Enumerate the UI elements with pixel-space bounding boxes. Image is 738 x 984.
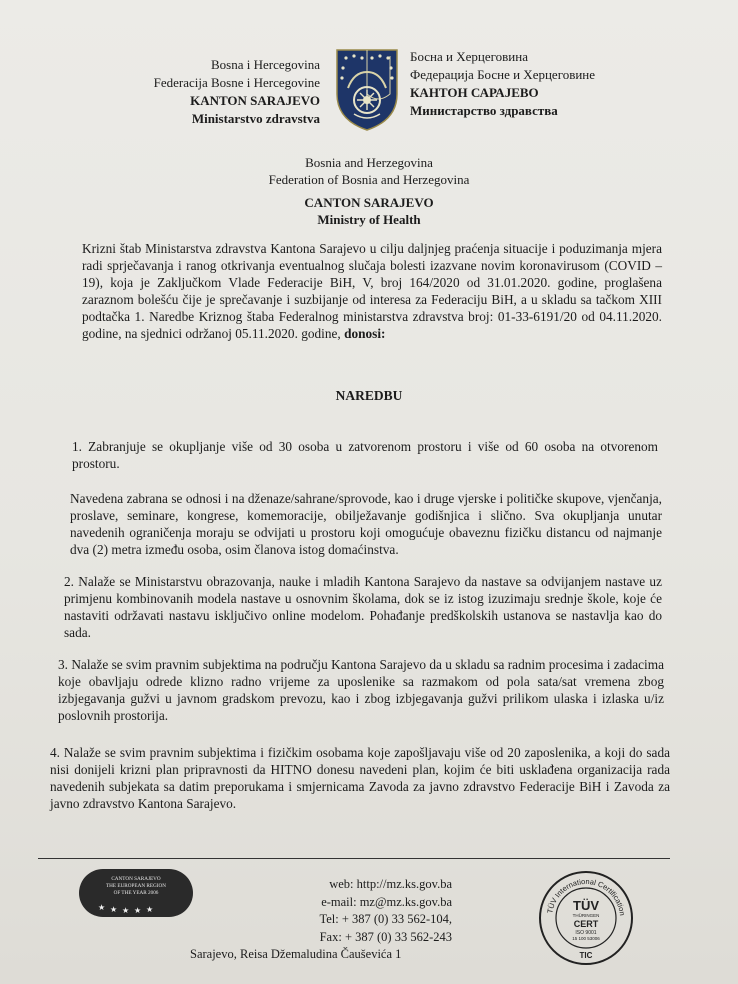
intro-paragraph bbox=[82, 240, 662, 342]
header-left-latin bbox=[154, 56, 320, 128]
document-title: NAREDBU bbox=[335, 388, 403, 403]
svg-text:★: ★ bbox=[110, 905, 118, 914]
order-item-3: 3. Nalaže se svim pravnim subjektima na području Kantona Sarajevo da u skladu sa radnim procesima i zadacima koje obavljaju odrede klizno radno vrijeme za uposlenike sa razmakom od pola sata/sat vremena zbog izbjegavanja gužvi u javnom gradskom prevozu, kao i zbog izbjegavanja gužvi prilikom ulaska i izlaska u/iz poslovnih prostorija. bbox=[58, 657, 664, 723]
header-country-en: Bosnia and Herzegovina bbox=[305, 155, 433, 170]
header-ministry-cyr: Министарство здравства bbox=[410, 103, 558, 118]
intro-donosi: donosi: bbox=[344, 326, 386, 341]
header-federation-en: Federation of Bosnia and Herzegovina bbox=[268, 172, 470, 187]
tuv-ring-text: TÜV International Certification bbox=[545, 876, 627, 917]
order-item-2: 2. Nalaže se Ministarstvu obrazovanja, nauke i mladih Kantona Sarajevo da nastave sa odvijanjem nastave uz primjenu kombinovanih modela nastave u osnovnim školama, dok se iz istog izuzimaju srednje škole, koje će nastaviti održavati nastavu isključivo online modelom. Pohađanje predškolskih ustanova se nastavlja kao do sada. bbox=[64, 574, 662, 640]
header-canton: KANTON SARAJEVO bbox=[190, 93, 320, 108]
tuv-logo: TÜV bbox=[573, 898, 599, 913]
header-canton-cyr: КАНТОН САРАЈЕВО bbox=[410, 85, 539, 100]
tuv-certification-seal bbox=[538, 870, 634, 966]
order-item-1-details: Navedena zabrana se odnosi i na dženaze/sahrane/sprovode, kao i druge vjerske i političke skupove, vjenčanja, proslave, seminare, kongrese, komemoracije, obilježavanje godišnjica i slično. Sva okupljanja unutar navedenih ograničenja moraju se odvijati u prostoru koji omogućuje obaveznu fizičku distancu od najmanje dva (2) metra između osoba, osim članova istog domaćinstva. bbox=[70, 491, 662, 557]
header-canton-en: CANTON SARAJEVO bbox=[304, 195, 434, 210]
order-item-1: 1. Zabranjuje se okupljanje više od 30 osoba u zatvorenom prostoru i više od 60 osoba na otvorenom prostoru. bbox=[72, 439, 658, 471]
svg-text:★: ★ bbox=[146, 905, 154, 914]
badge-line-2: THE EUROPEAN REGION bbox=[106, 883, 166, 889]
tuv-tic: TIC bbox=[579, 951, 593, 960]
footer-divider bbox=[38, 858, 670, 859]
tuv-region: THÜRINGEN bbox=[572, 913, 600, 918]
order-item-4: 4. Nalaže se svim pravnim subjektima i fizičkim osobama koje zapošljavaju više od 20 zaposlenika, a koji do sada nisi donijeli krizni plan pripravnosti da HITNO donesu navedeni plan, kojim će biti usklađena organizacija rada navedenih subjekata sa datim preporukama i smjernicama Zavoda za javno zdravstvo Federacije BiH i Zavoda za javno zdravstvo Kantona Sarajevo. bbox=[50, 745, 670, 811]
header-right-cyrillic bbox=[410, 48, 595, 120]
footer-email: e-mail: mz@mz.ks.gov.ba bbox=[321, 894, 452, 909]
header-federation-cyr: Федерација Босне и Херцеговине bbox=[410, 67, 596, 82]
footer-address: Sarajevo, Reisa Džemaludina Čauševića 1 bbox=[190, 947, 402, 961]
svg-text:★: ★ bbox=[98, 903, 106, 912]
intro-text: Krizni štab Ministarstva zdravstva Kantona Sarajevo u cilju daljnjeg praćenja situacije i poduzimanja mjera radi sprječavanja i ranog otkrivanja eventualnog slučaja bolesti izazvane novim koronavirusom (COVID – 19), koja je Zaključkom Vlade Federacije BiH, V, broj 164/2020 od 31.01.2020. godine, proglašena zaraznom bolešću čije je sprečavanje i suzbijanje od interesa za Federaciju BiH, a u skladu sa tačkom XIII podtačka 1. Naredbe Kriznog štaba Federalnog ministarstva zdravstva broj: 01-33-6191/20 od 04.11.2020. godine, na sjednici održanoj 05.11.2020. godine, bbox=[82, 241, 662, 341]
tuv-cert: CERT bbox=[573, 919, 599, 929]
badge-line-1: CANTON SARAJEVO bbox=[111, 876, 161, 882]
footer-contact bbox=[190, 876, 452, 961]
header-country-cyr: Босна и Херцеговина bbox=[410, 49, 528, 64]
tuv-number: 15 100 53006 bbox=[572, 936, 600, 941]
header-ministry: Ministarstvo zdravstva bbox=[191, 111, 320, 126]
header-english bbox=[0, 154, 738, 228]
badge-line-3: OF THE YEAR 2006 bbox=[113, 890, 159, 896]
tuv-iso: ISO 9001 bbox=[575, 930, 597, 936]
footer-fax: Fax: + 387 (0) 33 562-243 bbox=[319, 929, 452, 944]
european-region-badge bbox=[78, 868, 194, 918]
canton-coat-of-arms-icon bbox=[334, 48, 400, 132]
svg-text:★: ★ bbox=[122, 906, 130, 915]
footer-tel: Tel: + 387 (0) 33 562-104, bbox=[319, 912, 452, 926]
header-ministry-en: Ministry of Health bbox=[317, 212, 421, 227]
svg-text:★: ★ bbox=[134, 906, 142, 915]
footer-web: web: http://mz.ks.gov.ba bbox=[329, 877, 452, 891]
header-federation: Federacija Bosne i Hercegovine bbox=[153, 75, 320, 90]
header-country: Bosna i Hercegovina bbox=[210, 57, 320, 72]
